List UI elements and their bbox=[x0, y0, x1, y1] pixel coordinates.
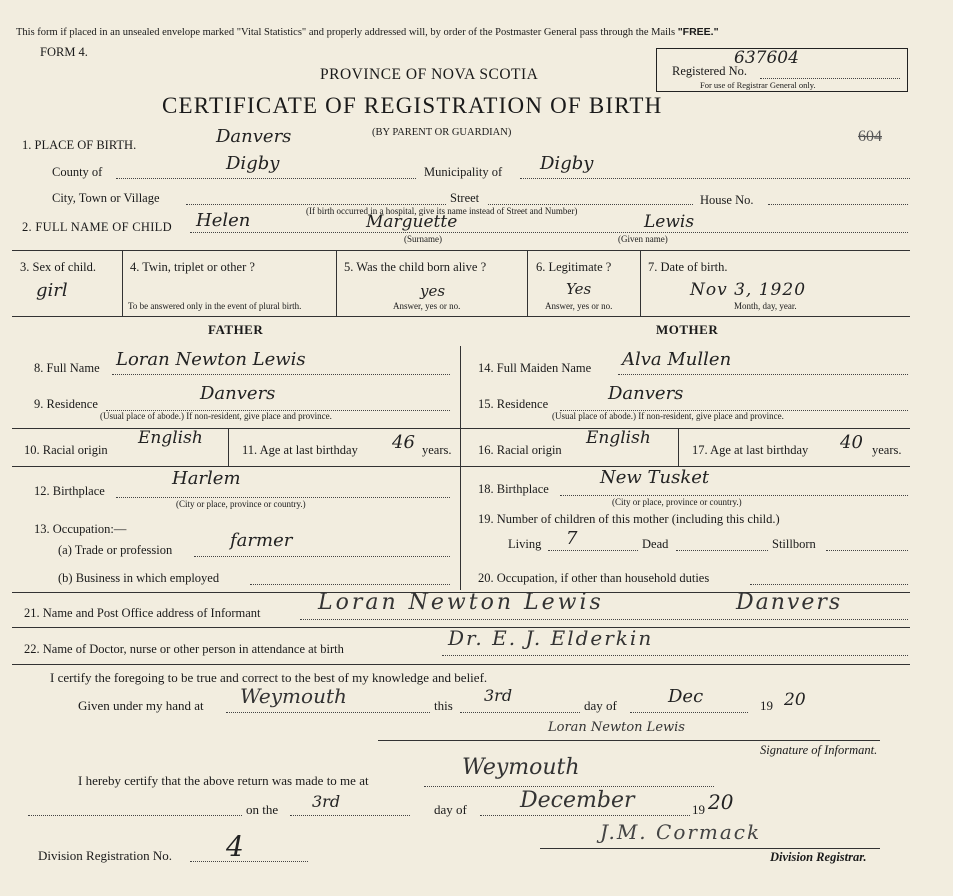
mother-occupation-line bbox=[750, 584, 908, 585]
father-race-top bbox=[12, 428, 460, 429]
county-line bbox=[116, 178, 416, 179]
parents-divider bbox=[460, 346, 461, 590]
division-registration-value: 4 bbox=[226, 830, 244, 863]
father-race-value: English bbox=[138, 428, 203, 448]
child-name-label: 2. FULL NAME OF CHILD bbox=[22, 220, 172, 234]
children-count-label: 19. Number of children of this mother (including this child.) bbox=[478, 512, 780, 526]
alive-value: yes bbox=[420, 282, 446, 300]
father-age-value: 46 bbox=[392, 432, 415, 453]
year2-prefix: 19 bbox=[692, 802, 705, 817]
informant-label: 21. Name and Post Office address of Informant bbox=[24, 606, 261, 620]
father-trade-label: (a) Trade or profession bbox=[58, 543, 173, 557]
this-value: 3rd bbox=[484, 686, 513, 705]
month-value: Dec bbox=[668, 686, 704, 707]
postal-notice bbox=[16, 26, 719, 38]
details-divider-3 bbox=[527, 250, 528, 316]
mother-age-label: 17. Age at last birthday bbox=[692, 443, 809, 457]
year2-value: 20 bbox=[708, 790, 734, 814]
mother-birthplace-value: New Tusket bbox=[600, 467, 710, 488]
father-business-label: (b) Business in which employed bbox=[58, 571, 220, 585]
margin-number: 604 bbox=[858, 128, 882, 145]
given-name-note: (Given name) bbox=[618, 234, 668, 244]
father-age-years: years. bbox=[422, 443, 452, 457]
date-of-birth-note: Month, day, year. bbox=[734, 301, 797, 311]
father-age-label: 11. Age at last birthday bbox=[242, 443, 358, 457]
return-place-line bbox=[424, 786, 714, 787]
father-business-line bbox=[250, 584, 450, 585]
mother-name-line bbox=[618, 374, 908, 375]
informant-name-value: Loran Newton Lewis bbox=[318, 590, 604, 615]
father-trade-line bbox=[194, 556, 450, 557]
doctor-line bbox=[442, 655, 908, 656]
registrar-signature: J.M. Cormack bbox=[600, 820, 762, 844]
form-number: FORM 4. bbox=[40, 45, 88, 59]
postal-notice-free: "FREE." bbox=[677, 26, 719, 38]
father-race-divider bbox=[228, 428, 229, 466]
given-place-line bbox=[226, 712, 430, 713]
month2-line bbox=[480, 815, 690, 816]
details-divider-2 bbox=[336, 250, 337, 316]
father-heading: FATHER bbox=[208, 322, 264, 337]
mother-race-label: 16. Racial origin bbox=[478, 443, 562, 457]
mother-residence-value: Danvers bbox=[608, 383, 684, 404]
dead-line bbox=[676, 550, 768, 551]
registrar-label: Division Registrar. bbox=[770, 850, 867, 864]
informant-signature: Loran Newton Lewis bbox=[548, 720, 685, 735]
mother-race-value: English bbox=[586, 428, 651, 448]
mother-birthplace-label: 18. Birthplace bbox=[478, 482, 549, 496]
this-line bbox=[460, 712, 580, 713]
father-residence-note: (Usual place of abode.) If non-resident, give place and province. bbox=[100, 411, 332, 421]
father-name-line bbox=[112, 374, 450, 375]
mother-name-value: Alva Mullen bbox=[622, 349, 732, 370]
legitimate-label: 6. Legitimate ? bbox=[536, 260, 612, 274]
father-birthplace-label: 12. Birthplace bbox=[34, 484, 105, 498]
doctor-bottom-rule bbox=[12, 664, 910, 665]
surname-note: (Surname) bbox=[404, 234, 442, 244]
sex-value: girl bbox=[36, 280, 68, 301]
year-prefix: 19 bbox=[760, 698, 773, 713]
on-the-lead-line bbox=[28, 815, 242, 816]
municipality-value: Digby bbox=[540, 153, 594, 174]
mother-age-years: years. bbox=[872, 443, 902, 457]
registrar-signature-line bbox=[540, 848, 880, 849]
sex-label: 3. Sex of child. bbox=[20, 260, 97, 274]
father-birthplace-line bbox=[116, 497, 450, 498]
stillborn-line bbox=[826, 550, 908, 551]
place-of-birth-label: 1. PLACE OF BIRTH. bbox=[22, 138, 137, 152]
date-of-birth-value: Nov 3, 1920 bbox=[690, 280, 807, 300]
mother-residence-note: (Usual place of abode.) If non-resident, give place and province. bbox=[552, 411, 784, 421]
mother-residence-label: 15. Residence bbox=[478, 397, 549, 411]
on-the-line bbox=[290, 815, 410, 816]
legitimate-note: Answer, yes or no. bbox=[545, 301, 613, 311]
province-title: PROVINCE OF NOVA SCOTIA bbox=[320, 66, 539, 83]
city-label: City, Town or Village bbox=[52, 191, 160, 205]
living-value: 7 bbox=[566, 528, 578, 549]
postal-notice-text: This form if placed in an unsealed envelope marked "Vital Statistics" and properly addressed will, by order of the Postmaster General pass through the Mails bbox=[16, 27, 676, 38]
twin-note: To be answered only in the event of plural birth. bbox=[128, 301, 302, 311]
child-middle-name: Marguette bbox=[366, 212, 458, 232]
stillborn-label: Stillborn bbox=[772, 537, 816, 551]
child-first-name: Helen bbox=[196, 210, 251, 231]
mother-occupation-label: 20. Occupation, if other than household duties bbox=[478, 571, 710, 585]
year-value: 20 bbox=[784, 690, 806, 710]
doctor-label: 22. Name of Doctor, nurse or other person in attendance at birth bbox=[24, 642, 344, 656]
on-the-value: 3rd bbox=[312, 792, 341, 811]
certificate-title: CERTIFICATE OF REGISTRATION OF BIRTH bbox=[162, 93, 663, 118]
informant-line bbox=[300, 619, 908, 620]
hospital-note: (If birth occurred in a hospital, give its name instead of Street and Number) bbox=[306, 206, 578, 216]
street-line bbox=[488, 204, 693, 205]
return-label: I hereby certify that the above return was made to me at bbox=[78, 773, 369, 788]
this-label: this bbox=[434, 698, 453, 713]
informant-signature-line bbox=[378, 740, 880, 741]
date-of-birth-label: 7. Date of birth. bbox=[648, 260, 728, 274]
day-of2-label: day of bbox=[434, 802, 467, 817]
county-value: Digby bbox=[226, 153, 280, 174]
father-residence-value: Danvers bbox=[200, 383, 276, 404]
mother-age-value: 40 bbox=[840, 432, 863, 453]
division-registration-line bbox=[190, 861, 308, 862]
details-bottom-rule bbox=[12, 316, 910, 317]
father-name-label: 8. Full Name bbox=[34, 361, 100, 375]
father-trade-value: farmer bbox=[230, 530, 293, 551]
father-occupation-label: 13. Occupation:— bbox=[34, 522, 127, 536]
house-label: House No. bbox=[700, 193, 754, 207]
doctor-value: Dr. E. J. Elderkin bbox=[448, 626, 654, 650]
municipality-label: Municipality of bbox=[424, 165, 503, 179]
on-the-label: on the bbox=[246, 802, 279, 817]
mother-birthplace-line bbox=[560, 495, 908, 496]
given-label: Given under my hand at bbox=[78, 698, 204, 713]
city-line bbox=[186, 204, 446, 205]
certificate-subtitle: (BY PARENT OR GUARDIAN) bbox=[372, 127, 512, 138]
father-birthplace-value: Harlem bbox=[172, 468, 241, 489]
details-top-rule bbox=[12, 250, 910, 251]
house-line bbox=[768, 204, 908, 205]
place-of-birth-value: Danvers bbox=[216, 126, 292, 147]
living-label: Living bbox=[508, 537, 542, 551]
legitimate-value: Yes bbox=[566, 280, 592, 298]
certify-text: I certify the foregoing to be true and correct to the best of my knowledge and belief. bbox=[50, 670, 488, 685]
mother-race-top bbox=[460, 428, 910, 429]
municipality-line bbox=[520, 178, 910, 179]
informant-signature-label: Signature of Informant. bbox=[760, 743, 878, 757]
month-line bbox=[630, 712, 748, 713]
father-race-label: 10. Racial origin bbox=[24, 443, 108, 457]
mother-heading: MOTHER bbox=[656, 322, 719, 337]
father-residence-label: 9. Residence bbox=[34, 397, 98, 411]
details-divider-1 bbox=[122, 250, 123, 316]
living-line bbox=[548, 550, 638, 551]
street-label: Street bbox=[450, 191, 480, 205]
month2-value: December bbox=[520, 788, 635, 813]
mother-birthplace-note: (City or place, province or country.) bbox=[612, 497, 742, 507]
details-divider-4 bbox=[640, 250, 641, 316]
division-registration-label: Division Registration No. bbox=[38, 848, 172, 863]
day-of-label: day of bbox=[584, 698, 617, 713]
mother-race-divider bbox=[678, 428, 679, 466]
registered-label: Registered No. bbox=[672, 64, 747, 78]
child-last-name: Lewis bbox=[644, 212, 695, 232]
mother-name-label: 14. Full Maiden Name bbox=[478, 361, 592, 375]
dead-label: Dead bbox=[642, 537, 669, 551]
registrar-note: For use of Registrar General only. bbox=[700, 80, 816, 90]
registered-line bbox=[760, 78, 900, 79]
alive-label: 5. Was the child born alive ? bbox=[344, 260, 487, 274]
given-place-value: Weymouth bbox=[240, 684, 347, 708]
registered-number: 637604 bbox=[734, 48, 799, 68]
twin-label: 4. Twin, triplet or other ? bbox=[130, 260, 255, 274]
return-place-value: Weymouth bbox=[462, 755, 580, 780]
informant-address-value: Danvers bbox=[736, 590, 843, 615]
father-birthplace-note: (City or place, province or country.) bbox=[176, 499, 306, 509]
father-name-value: Loran Newton Lewis bbox=[116, 349, 306, 370]
alive-note: Answer, yes or no. bbox=[393, 301, 461, 311]
child-name-line bbox=[190, 232, 908, 233]
father-race-bottom bbox=[12, 466, 460, 467]
county-label: County of bbox=[52, 165, 103, 179]
